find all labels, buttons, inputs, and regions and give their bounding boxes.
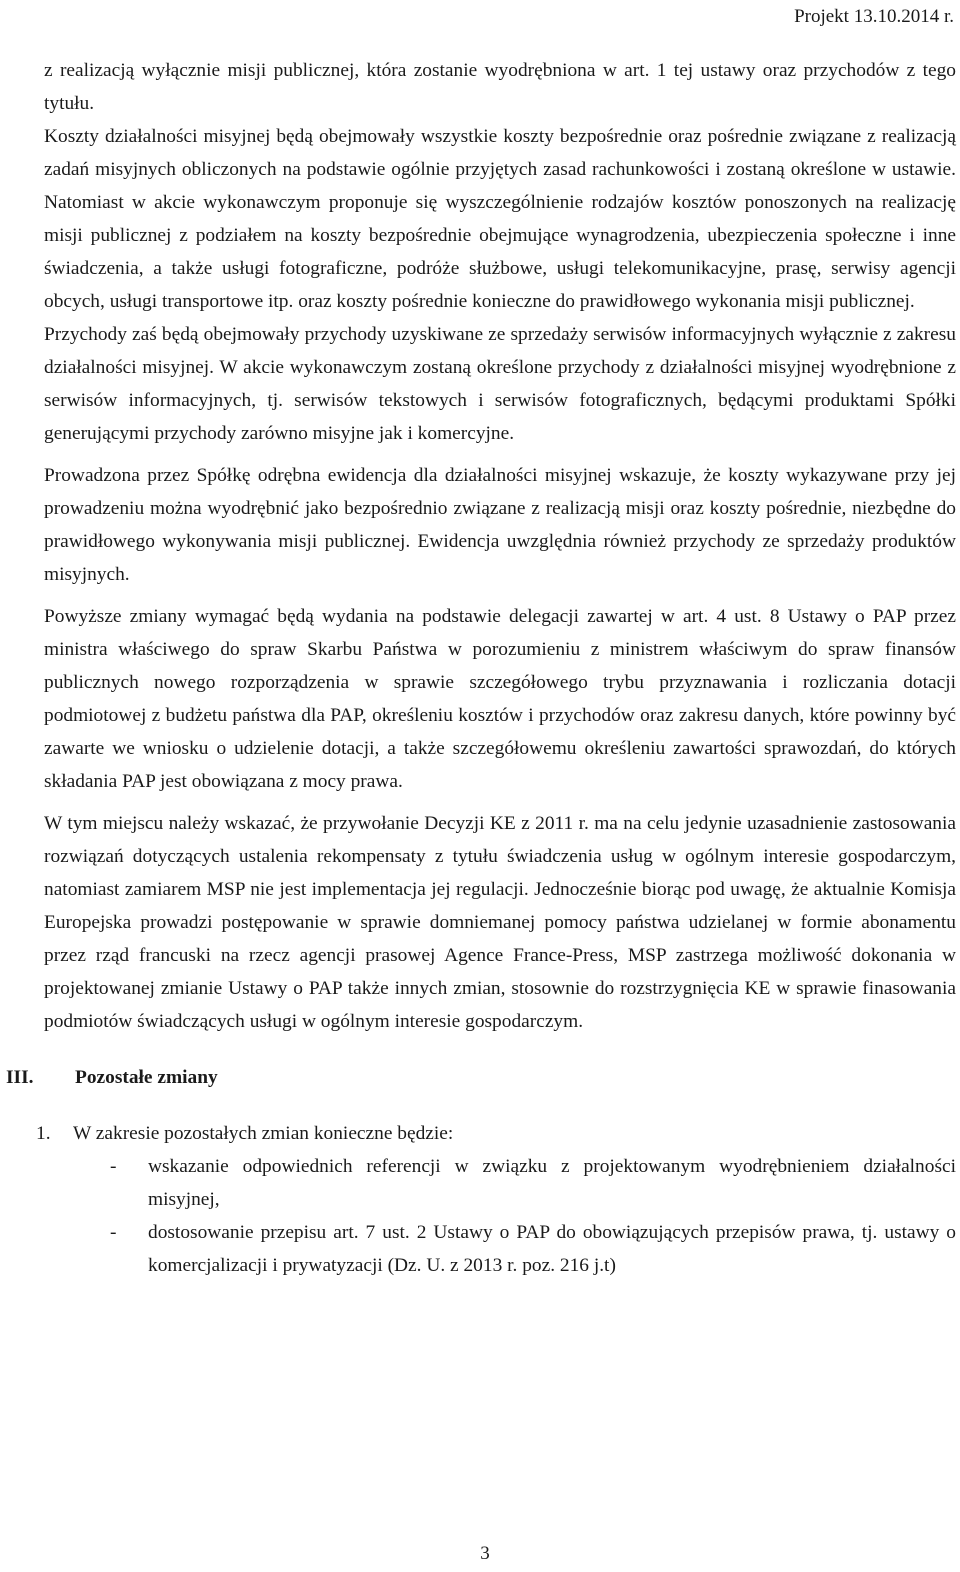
dash-item-text: dostosowanie przepisu art. 7 ust. 2 Ustawy o PAP do obowiązujących przepisów prawa, tj. ustawy o komercjalizacji i prywatyzacji (Dz. U. z 2013 r. poz. 216 j.t) [148,1222,956,1276]
paragraph-mission-costs: Koszty działalności misyjnej będą obejmowały wszystkie koszty bezpośrednie oraz pośrednie związane z realizacją zadań misyjnych obliczonych na podstawie ogólnie przyjętych zasad rachunkowości i zostaną określone w ustawie. Natomiast w akcie wykonawczym proponuje się wyszczególnienie rodzajów kosztów ponoszonych na realizację misji publicznej z podziałem na koszty bezpośrednie obejmujące wynagrodzenia, ubezpieczenia społeczne i inne świadczenia, a także usługi fotograficzne, podróże służbowe, usługi telekomunikacyjne, prasę, serwisy agencji obcych, usługi transportowe itp. oraz koszty pośrednie konieczne do prawidłowego wykonania misji publicznej. [44,126,956,312]
list-item-text: W zakresie pozostałych zmian konieczne będzie: [73,1123,454,1144]
paragraph-ec-decision: W tym miejscu należy wskazać, że przywołanie Decyzji KE z 2011 r. ma na celu jedynie uzasadnienie zastosowania rozwiązań dotyczących ustalenia rekompensaty z tytułu świadczenia usług w ogólnym interesie gospodarczym, natomiast zamiarem MSP nie jest implementacja jej regulacji. Jednocześnie biorąc pod uwagę, że aktualnie Komisja Europejska prowadzi postępowanie w sprawie domniemanej pomocy państwa udzielanej w formie abonamentu przez rząd francuski na rzecz agencji prasowej Agence France-Press, MSP zastrzega możliwość dokonania w projektowanej zmianie Ustawy o PAP także innych zmian, stosownie do rozstrzygnięcia KE w sprawie finasowania podmiotów świadczących usługi w ogólnym interesie gospodarczym. [44,813,956,1032]
dash-item-text: wskazanie odpowiednich referencji w związku z projektowanym wyodrębnieniem działalności misyjnej, [148,1156,956,1210]
paragraph-revenues: Przychody zaś będą obejmowały przychody uzyskiwane ze sprzedaży serwisów informacyjnych wyłącznie z zakresu działalności misyjnej. W akcie wykonawczym zostaną określone przychody z działalności misyjnej wyodrębnione z serwisów informacyjnych, tj. serwisów tekstowych i serwisów fotograficznych, będącymi produktami Spółki generującymi przychody zarówno misyjne jak i komercyjne. [44,324,956,444]
section-heading [6,1061,956,1094]
dash-marker: - [110,1156,117,1177]
paragraph-separate-records: Prowadzona przez Spółkę odrębna ewidencja dla działalności misyjnej wskazuje, że koszty wykazywane przy jej prowadzeniu można wyodrębnić jako bezpośrednio związane z realizacją misji oraz koszty pośrednie, niezbędne do prawidłowego wykonywania misji publicznej. Ewidencja uwzględnia również przychody ze sprzedaży produktów misyjnych. [44,465,956,585]
paragraph-regulation-changes: Powyższe zmiany wymagać będą wydania na podstawie delegacji zawartej w art. 4 ust. 8 Ustawy o PAP przez ministra właściwego do spraw Skarbu Państwa w porozumieniu z ministrem właściwym do spraw finansów publicznych nowego rozporządzenia w sprawie szczegółowego trybu przyznawania i rozliczania dotacji podmiotowej z budżetu państwa dla PAP, określeniu kosztów i przychodów oraz zakresu danych, które powinny być zawarte we wniosku o udzielenie dotacji, a także szczegółowemu określeniu zawartości sprawozdań, do których składania PAP jest obowiązana z mocy prawa. [44,606,956,792]
project-date-header: Projekt 13.10.2014 r. [794,6,954,27]
list-item-number: 1. [36,1123,51,1144]
paragraph-intro: z realizacją wyłącznie misji publicznej, która zostanie wyodrębniona w art. 1 tej ustawy oraz przychodów z tego tytułu. [44,60,956,114]
section-title: Pozostałe zmiany [75,1067,218,1088]
numbered-list-item [36,1117,956,1150]
dash-list-item [44,1150,956,1216]
section-number: III. [6,1067,34,1088]
document-body [6,54,956,1282]
dash-marker: - [110,1222,117,1243]
page-number: 3 [480,1543,490,1564]
dash-list-item [44,1216,956,1282]
